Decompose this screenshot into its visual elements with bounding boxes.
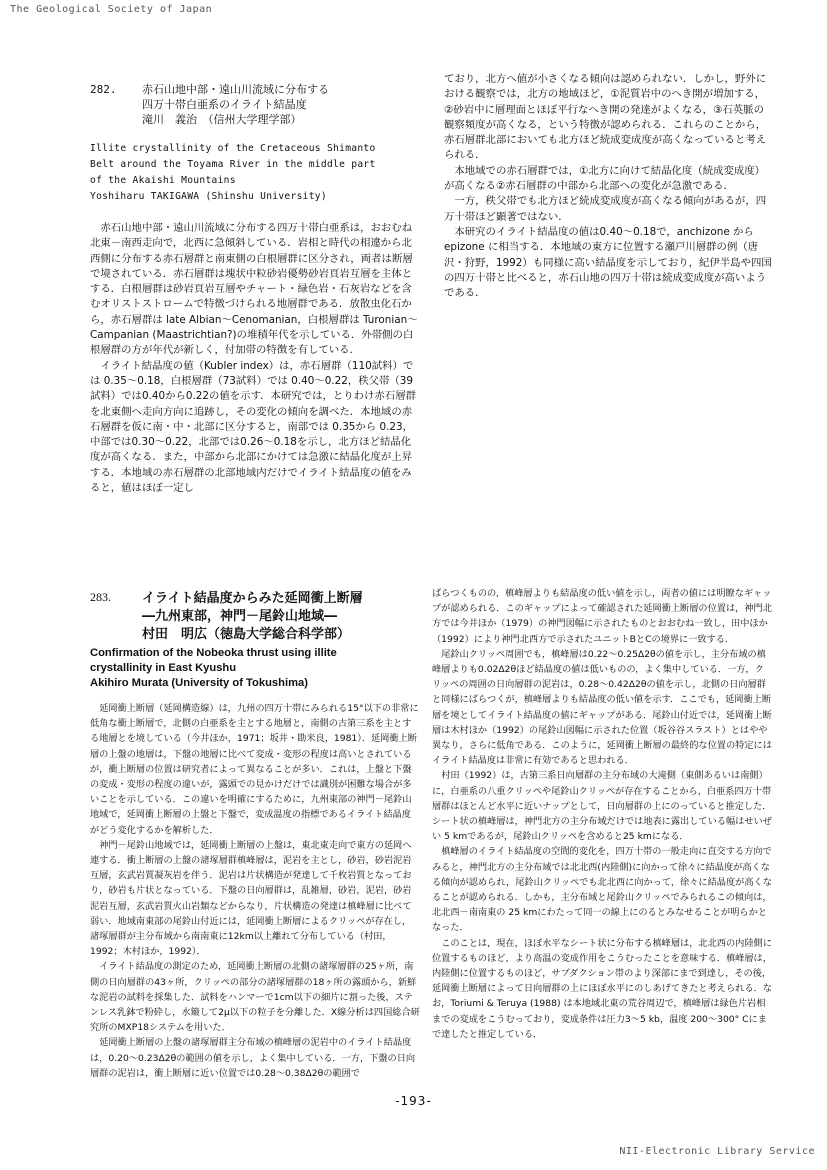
paragraph: 槙峰層のイライト結晶度の空間的変化を，四万十帯の一般走向に直交する方向でみると，神門北方の主分布域では北北西(内陸側)に向かって徐々に結晶度が高くなる傾向が認められ，尾鈴山クリッペでも北北西に向かって，徐々に結晶度が高くなることが認められる．しかも，主分布域と尾鈴山クリッペでみられるこの傾向は，北北西－南南東の 25 kmにわたって同一の線上にのるとみなせることが明らかとなった． — [432, 846, 772, 934]
abstract-body — [90, 221, 420, 496]
abstract-title-en — [90, 646, 420, 691]
abstract-number: 283. — [90, 590, 111, 604]
title-en-line: crystallinity in East Kyushu — [90, 662, 237, 674]
abstract-number: 282. — [90, 83, 117, 96]
paragraph: 本地域での赤石層群では，①北方に向けて結晶化度（続成変成度）が高くなる②赤石層群の中部から北部への変化が急激である． — [444, 164, 766, 193]
author-en: Akihiro Murata (University of Tokushima) — [90, 677, 308, 689]
paragraph: 赤石山地中部・遠山川流域に分布する四万十帯白亜系は，おおむね北東－南西走向で，北西に急傾斜している．岩相と時代の相違から北西側に分布する赤石層群と南東側の白根層群に区分され，両者は断層で境されている．赤石層群は塊状中粒砂岩優勢砂岩頁岩互層を主体とする．白根層群は砂岩頁岩互層やチャート・緑色岩・石灰岩などを含むオリストストロームで特徴づけられる地層群である．放散虫化石から，赤石層群は late Albian～Cenomanian，白根層群は Turonian～Campanian (Maastrichtian?)の堆積年代を示している．外帯側の白根層群の方が年代が新しく，付加帯の特徴を有している． — [90, 222, 418, 357]
title-en-line: Illite crystallinity of the Cretaceous Shimanto — [90, 143, 376, 154]
title-en-line: of the Akaishi Mountains — [90, 175, 236, 186]
abstract-body-continued — [432, 586, 772, 1042]
paragraph: ばらつくものの，槙峰層よりも結晶度の低い値を示し，両者の値には明瞭なギャップが認められる．このギャップによって確認された延岡衝上断層の位置は，神門北方では今井ほか（1979）の神門図幅に示されたものとおおむね一致し，田中ほか（1992）により神門北西方で示されたユニットBとCの境界に一致する． — [432, 588, 772, 645]
page-number: -193- — [395, 1094, 432, 1108]
paragraph: 一方，秩父帯でも北方ほど続成変成度が高くなる傾向があるが，四万十帯ほど顕著ではない． — [444, 195, 767, 223]
paragraph: 本研究のイライト結晶度の値は0.40～0.18で，anchizone から epizone に相当する．本地域の東方に位置する瀬戸川層群の例（唐沢・狩野，1992）も同様に高い結晶度を示しており，紀伊半島や四国の四万十帯と比べると，赤石山地の四万十帯は続成変成度が高いようである． — [444, 225, 772, 300]
author-jp: 滝川 義治 （信州大学理学部） — [142, 113, 302, 126]
title-en-line: Confirmation of the Nobeoka thrust using illite — [90, 647, 337, 659]
abstract-282-left-column — [90, 82, 420, 496]
abstract-title-en — [90, 141, 420, 205]
abstract-title-jp — [142, 82, 329, 112]
paragraph: ており，北方へ値が小さくなる傾向は認められない．しかし，野外における観察では，北方の地域ほど，①泥質岩中のへき開が増加する，②砂岩中に層理面とほぼ平行なへき開の発達がよくなる，③石英脈の観察頻度が高くなる，という特徴が認められる．これらのことから，赤石層群北部においても北方ほど続成変成度が高くなっていると考えられる． — [444, 73, 767, 162]
paragraph: 尾鈴山クリッペ周囲でも，槙峰層は0.22～0.25Δ2θの値を示し，主分布域の槙峰層よりも0.02Δ2θほど結晶度の値は低いものの，よく集中している．一方，クリッペの周囲の日向層群の泥岩は，0.28～0.42Δ2θの値を示し，北側の日向層群と同様にばらつくが，槙峰層よりも結晶度の低い値を示す．ここでも，延岡衝上断層を境としてイライト結晶度の値にギャップがある．尾鈴山付近では，延岡衝上断層は木村ほか（1992）の尾鈴山図幅に示された位置（坂谷谷スラスト）とはやや異なり，さらに低角である．このように，延岡衝上断層の最終的な位置の特定にはイライト結晶度は非常に有効であると思われる． — [432, 648, 772, 767]
title-jp-line: 赤石山地中部・遠山川流域に分布する — [142, 83, 329, 96]
title-jp-line: ―九州東部，神門－尾鈴山地域― — [142, 609, 338, 624]
paragraph: 延岡衝上断層の上盤の諸塚層群主分布域の槙峰層の泥岩中のイライト結晶度は，0.20～0.23Δ2θの範囲の値を示し，よく集中している．一方，下盤の日向層群の泥岩は，衝上断層に近い位置では0.28～0.38Δ2θの範囲で — [90, 1037, 416, 1079]
paragraph: 延岡衝上断層（延岡構造線）は，九州の四万十帯にみられる15°以下の非常に低角な衝上断層で，北側の白亜系を主とする地層と，南側の古第三系を主とする地層とを境している（今井ほか，1971；坂井・勘米良，1981）．延岡衝上断層の上盤の地層は，下盤の地層に比べて変成・変形の程度は高いとされているが，衝上断層の位置は研究者によって異なることが多い．これは，上盤と下盤の変成・変形の程度の違いが，露頭での見かけだけでは識別が困難な場合が多いことを示している．この違いを明確にするために，九州東部の神門－尾鈴山地域で，延岡衝上断層の上盤と下盤で，変成温度の指標であるイライト結晶度がどう変化するかを解析した． — [90, 703, 419, 836]
abstract-283-left-column — [90, 590, 420, 1081]
abstract-283-right-column — [432, 586, 772, 1042]
abstract-body — [90, 701, 420, 1081]
society-header: The Geological Society of Japan — [10, 4, 213, 15]
abstract-282-right-column — [444, 72, 774, 301]
paragraph: イライト結晶度の値（Kubler index）は，赤石層群（110試料）では 0.35～0.18，白根層群（73試料）では 0.40～0.22，秩父帯（39試料）では0.40から0.22の値を示す．本研究では，とりわけ赤石層群を北東側へ走向方向に追跡し，その変化の傾向を調べた．本地域の赤石層群を仮に南・中・北部に区分すると，南部では 0.35から 0.23，中部では0.30～0.22，北部では0.26～0.18を示し，北方ほど結晶化度が高くなる．また，中部から北部にかけては急激に結晶化度が上昇する．本地域の赤石層群の北部地域内だけでイライト結晶度の値をみると，値はほぼ一定し — [90, 359, 416, 495]
title-jp-line: 四万十帯白亜系のイライト結晶度 — [142, 98, 307, 111]
abstract-282-heading — [90, 82, 420, 112]
paragraph: 神門－尾鈴山地域では，延岡衝上断層の上盤は，東北東走向で東方の延岡へ連する．衝上断層の上盤の諸塚層群槙峰層は，泥岩を主とし，砂岩，砂岩泥岩互層，玄武岩質凝灰岩を伴う．泥岩は片状構造が発達して千枚岩質となっており，砂岩も片状となっている．下盤の日向層群は，乱雑層，砂岩，泥岩，砂岩泥岩互層，玄武岩質火山岩類などからなり，片状構造の発達は槙峰層に比べて弱い．地域南東部の尾鈴山付近には，延岡衝上断層によるクリッペが存在し，諸塚層群が主分布域から南南東に12km以上離れて分布している（村田，1992；木村ほか，1992）． — [90, 839, 412, 958]
paragraph: イライト結晶度の測定のため，延岡衝上断層の北側の諸塚層群の25ヶ所，南側の日向層群の43ヶ所，クリッペの部分の諸塚層群の18ヶ所の露頭から，新鮮な泥岩の試料を採集した．試料をハンマーで1cm以下の細片に割った後，ステンレス乳鉢で粉砕し，水簸して2μ以下の粒子を分離した．X線分析は四国総合研究所のMXP18システムを用いた． — [90, 961, 420, 1034]
author-jp: 村田 明広（徳島大学総合科学部） — [142, 627, 351, 642]
paragraph: 村田（1992）は，古第三系日向層群の主分布域の大滝側（東側あるいは南側）に，白亜系の八重クリッペや尾鈴山クリッペが存在することから，白亜系四万十帯層群はほとんど水平に近いナップとして，日向層群の上にのっていると推定した．シート状の槙峰層は，神門北方の主分布域だけでは地表に露出している幅はせいぜい 5 kmであるが，尾鈴山クリッペを含めると25 kmになる． — [432, 770, 772, 843]
abstract-body-continued — [444, 72, 774, 301]
title-en-line: Belt around the Toyama River in the middle part — [90, 159, 376, 170]
paragraph: このことは，現在，ほぼ水平なシート状に分布する槙峰層は，北北西の内陸側に位置するものほど，より高温の変成作用をこうむったことを意味する．槙峰層は，内陸側に位置するものほど，サブダクション帯のより深部にまで到達し，その後，延岡衝上断層によって日向層群の上にほぼ水平にのしあげてきたと考えられる．なお，Toriumi & Teruya (1988) は本地域北東の荒谷周辺で，槙峰層は緑色片岩相までの変成をこうむっており，変成条件は圧力3～5 kb，温度 200～300° Cにまで達したと推定している． — [432, 937, 772, 1040]
title-jp-line: イライト結晶度からみた延岡衝上断層 — [142, 591, 363, 606]
abstract-283-heading — [90, 590, 420, 644]
library-service-footer: NII-Electronic Library Service — [619, 1146, 815, 1157]
abstract-title-jp — [142, 590, 363, 644]
author-en: Yoshiharu TAKIGAWA (Shinshu University) — [90, 191, 327, 202]
